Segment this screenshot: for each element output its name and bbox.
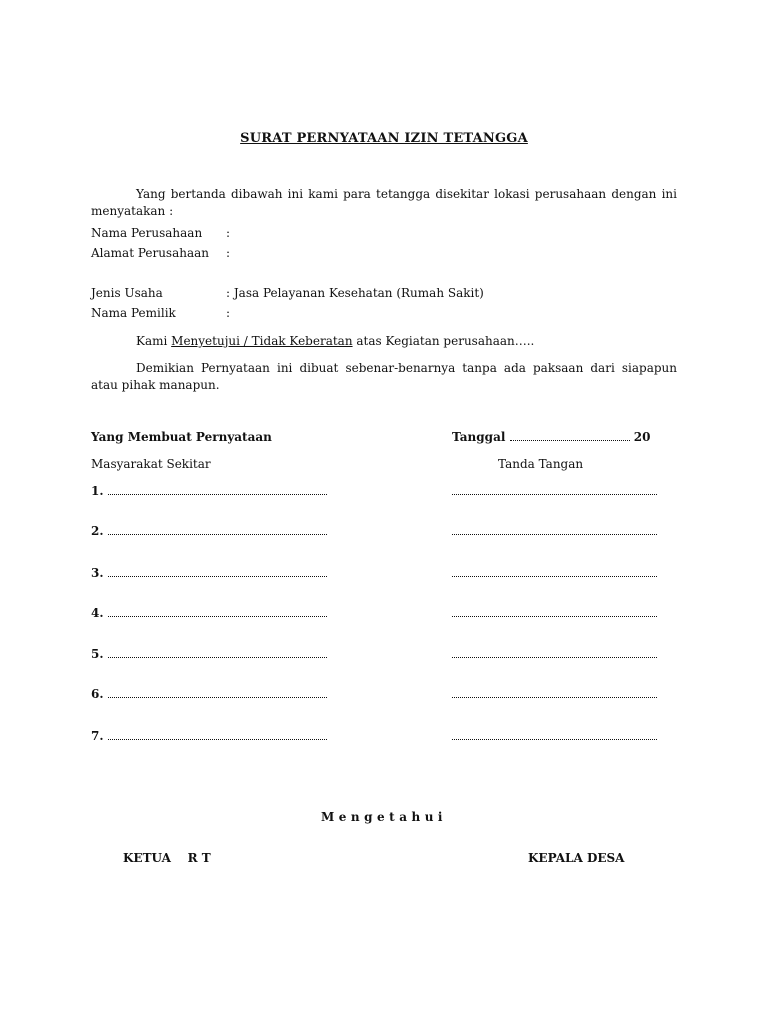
intro-paragraph [91,186,677,220]
agreement-options: Menyetujui / Tidak Keberatan [171,334,353,348]
signature-blank [452,525,657,535]
date-label: Tanggal [452,430,506,444]
signer-row [91,484,327,498]
village-head-label: KEPALA DESA [528,851,625,865]
signer-number: 3. [91,566,104,580]
signature-blank-row [452,687,657,701]
date-blank [510,431,630,441]
agreement-prefix: Kami [136,334,172,348]
signer-row [91,687,327,701]
agreement-line [136,334,534,348]
signer-row [91,524,327,538]
company-name-label: Nama Perusahaan [91,226,203,240]
company-address-value: : [226,246,231,260]
signers-header: Yang Membuat Pernyataan [91,430,272,444]
signer-name-blank [108,730,327,740]
signer-name-blank [108,688,327,698]
signature-blank [452,607,657,617]
owner-label: Nama Pemilik [91,306,176,320]
signature-blank-row [452,524,657,538]
closing-text: Demikian Pernyataan ini dibuat sebenar-benarnya tanpa ada paksaan dari siapapun atau pihak manapun. [91,361,677,392]
date-year: 20 [633,430,651,444]
signer-number: 1. [91,484,104,498]
signer-number: 6. [91,687,104,701]
signature-blank-row [452,566,657,580]
signer-number: 2. [91,524,104,538]
intro-text: Yang bertanda dibawah ini kami para tetangga disekitar lokasi perusahaan dengan ini menyatakan : [91,187,677,218]
signature-label: Tanda Tangan [498,457,584,471]
signature-blank [452,567,657,577]
signer-row [91,566,327,580]
rt-head-label: KETUA R T [123,851,211,865]
signer-number: 4. [91,606,104,620]
agreement-suffix: atas Kegiatan perusahaan….. [352,334,535,348]
signature-blank-row [452,606,657,620]
signer-number: 7. [91,729,104,743]
acknowledgement-label: Mengetahui [321,810,447,824]
signature-blank [452,730,657,740]
signer-name-blank [108,485,327,495]
business-type-value: : Jasa Pelayanan Kesehatan (Rumah Sakit) [226,286,484,300]
date-line [452,430,650,444]
owner-value: : [226,306,231,320]
signature-blank [452,688,657,698]
business-type-label: Jenis Usaha [91,286,163,300]
signer-row [91,606,327,620]
company-address-label: Alamat Perusahaan [91,246,210,260]
signer-number: 5. [91,647,104,661]
signature-blank [452,485,657,495]
signer-name-blank [108,525,327,535]
signature-blank-row [452,729,657,743]
signature-blank-row [452,647,657,661]
signer-name-blank [108,567,327,577]
signer-row [91,647,327,661]
closing-paragraph [91,360,677,394]
signer-name-blank [108,607,327,617]
document-title: SURAT PERNYATAAN IZIN TETANGGA [240,131,528,146]
community-label: Masyarakat Sekitar [91,457,211,471]
signer-row [91,729,327,743]
signer-name-blank [108,648,327,658]
signature-blank [452,648,657,658]
signature-blank-row [452,484,657,498]
company-name-value: : [226,226,231,240]
